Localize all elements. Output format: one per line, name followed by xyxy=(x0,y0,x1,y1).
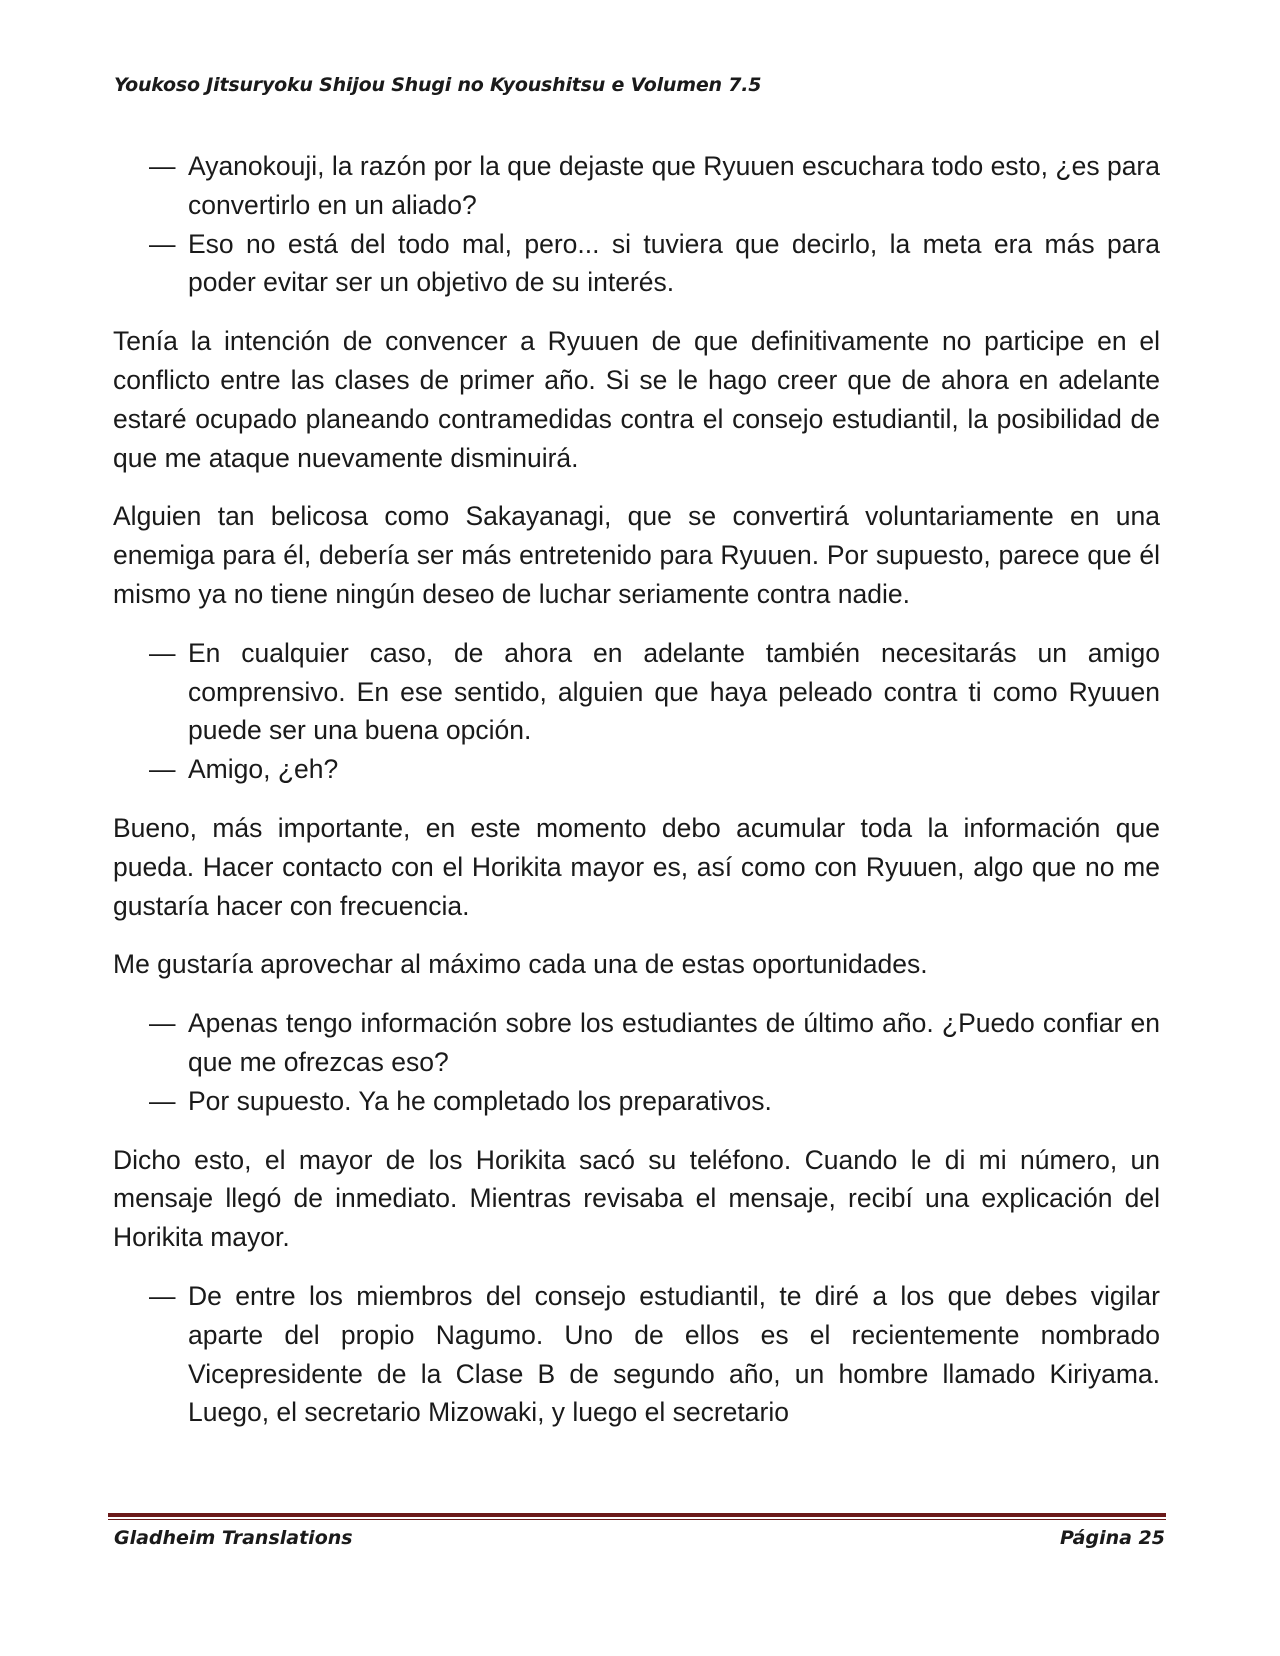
body-text xyxy=(113,147,1160,1452)
dialogue-line xyxy=(113,1082,1160,1121)
dialogue-text: Eso no está del todo mal, pero... si tuviera que decirlo, la meta era más para poder evitar ser un objetivo de su interés. xyxy=(188,228,1160,298)
dialogue-block xyxy=(113,634,1160,789)
footer-rule xyxy=(108,1513,1166,1520)
dialogue-block xyxy=(113,147,1160,302)
dialogue-text: Apenas tengo información sobre los estudiantes de último año. ¿Puedo confiar en que me ofrezcas eso? xyxy=(188,1008,1160,1077)
dialogue-line xyxy=(113,750,1160,789)
dialogue-text: Ayanokouji, la razón por la que dejaste que Ryuuen escuchara todo esto, ¿es para convertirlo en un aliado? xyxy=(188,151,1160,220)
em-dash: — xyxy=(149,1280,176,1311)
dialogue-line xyxy=(113,147,1160,225)
paragraph: Me gustaría aprovechar al máximo cada una de estas oportunidades. xyxy=(113,949,928,980)
dialogue-text: En cualquier caso, de ahora en adelante también necesitarás un amigo comprensivo. En ese sentido, alguien que haya peleado contra ti como Ryuuen puede ser una buena opción. xyxy=(188,637,1160,746)
em-dash: — xyxy=(149,637,176,668)
page-number: Página 25 xyxy=(1059,1527,1165,1549)
paragraph: Alguien tan belicosa como Sakayanagi, que se convertirá voluntariamente en una enemiga para él, debería ser más entretenido para Ryuuen. Por supuesto, parece que él mismo ya no tiene ningún deseo de luchar seriamente contra nadie. xyxy=(113,501,1160,609)
dialogue-line xyxy=(113,1277,1160,1432)
dialogue-line xyxy=(113,225,1160,303)
dialogue-block xyxy=(113,1277,1160,1432)
dialogue-block xyxy=(113,1004,1160,1120)
footer-publisher: Gladheim Translations xyxy=(114,1527,353,1549)
paragraph: Tenía la intención de convencer a Ryuuen de que definitivamente no participe en el conflicto entre las clases de primer año. Si se le hago creer que de ahora en adelante estaré ocupado planeando contramedidas contra el consejo estudiantil, la posibilidad de que me ataque nuevamente disminuirá. xyxy=(113,326,1160,473)
em-dash: — xyxy=(149,754,176,785)
dialogue-text: Por supuesto. Ya he completado los preparativos. xyxy=(188,1085,772,1116)
dialogue-line xyxy=(113,634,1160,750)
paragraph: Dicho esto, el mayor de los Horikita sacó su teléfono. Cuando le di mi número, un mensaje llegó de inmediato. Mientras revisaba el mensaje, recibí una explicación del Horikita mayor. xyxy=(113,1144,1160,1253)
paragraph: Bueno, más importante, en este momento debo acumular toda la información que pueda. Hacer contacto con el Horikita mayor es, así como con Ryuuen, algo que no me gustaría hacer con frecuencia. xyxy=(113,812,1160,921)
dialogue-text: Amigo, ¿eh? xyxy=(188,754,339,785)
dialogue-text: De entre los miembros del consejo estudiantil, te diré a los que debes vigilar aparte del propio Nagumo. Uno de ellos es el recientemente nombrado Vicepresidente de la Clase B de segundo año, un hombre llamado Kiriyama. Luego, el secretario Mizowaki, y luego el secretario xyxy=(188,1280,1160,1428)
em-dash: — xyxy=(149,1008,176,1039)
running-header: Youkoso Jitsuryoku Shijou Shugi no Kyoushitsu e Volumen 7.5 xyxy=(114,74,762,96)
em-dash: — xyxy=(149,1085,176,1116)
em-dash: — xyxy=(149,151,176,181)
em-dash: — xyxy=(149,228,176,259)
dialogue-line xyxy=(113,1004,1160,1082)
